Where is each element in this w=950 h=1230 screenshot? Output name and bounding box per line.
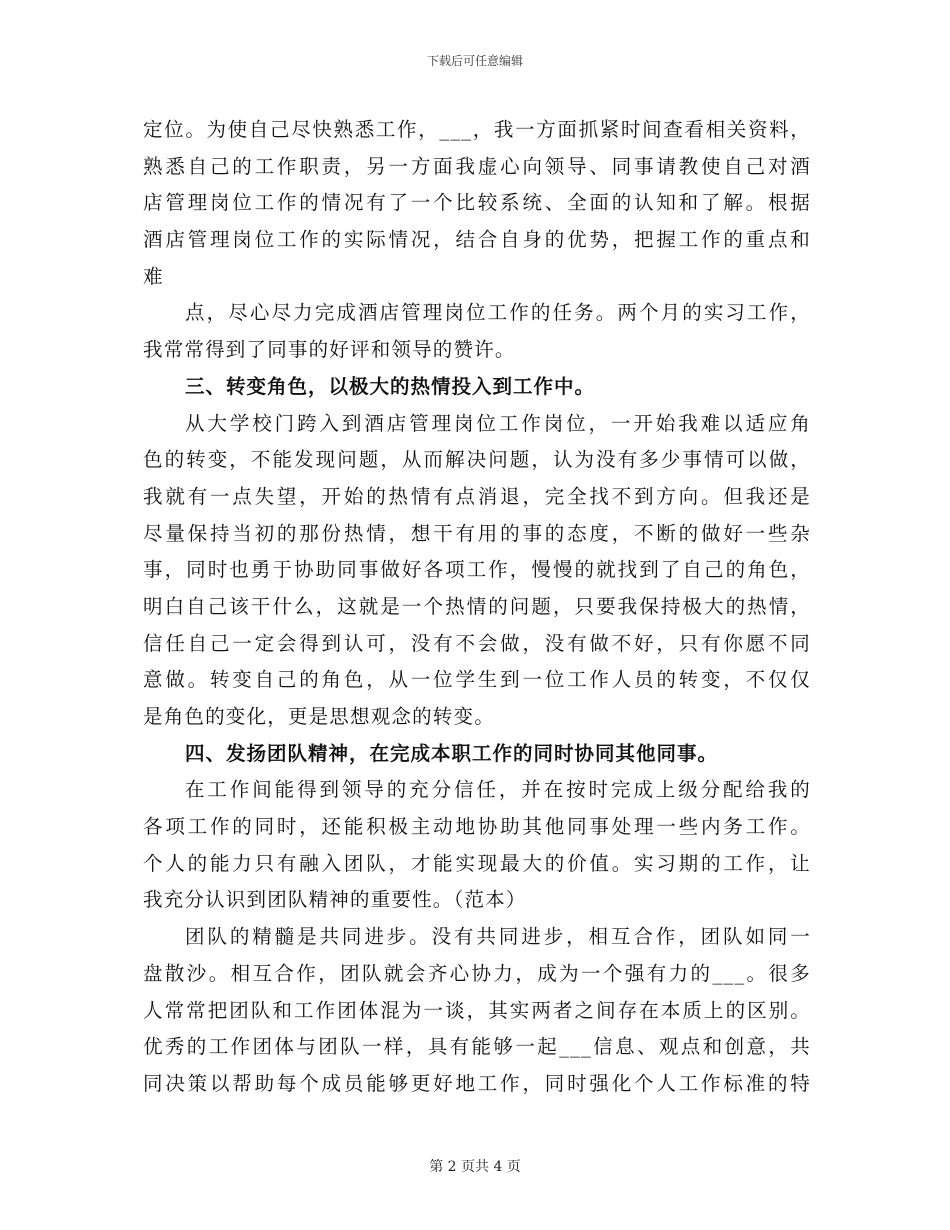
text-line: 明白自己该干什么，这就是一个热情的问题，只要我保持极大的热情， (143, 594, 811, 618)
text-line: 我充分认识到团队精神的重要性。（范本） (143, 888, 527, 912)
paragraph-first-line: 从大学校门跨入到酒店管理岗位工作岗位，一开始我难以适应角 (185, 411, 811, 435)
text-line: 事，同时也勇于协助同事做好各项工作，慢慢的就找到了自己的角色， (143, 558, 811, 582)
text-line: 是角色的变化，更是思想观念的转变。 (143, 705, 495, 728)
section-heading-4: 四、发扬团队精神，在完成本职工作的同时协同其他同事。 (185, 741, 719, 765)
text-line: 色的转变，不能发现问题，从而解决问题，认为没有多少事情可以做， (143, 448, 811, 472)
text-line: 意做。转变自己的角色，从一位学生到一位工作人员的转变，不仅仅 (143, 668, 811, 692)
text-line: 优秀的工作团体与团队一样，具有能够一起___信息、观点和创意，共 (143, 1035, 811, 1059)
text-line: 个人的能力只有融入团队，才能实现最大的价值。实习期的工作，让 (143, 851, 811, 875)
paragraph-first-line: 点，尽心尽力完成酒店管理岗位工作的任务。两个月的实习工作， (185, 301, 811, 325)
text-line: 盘散沙。相互合作，团队就会齐心协力，成为一个强有力的___。很多 (143, 961, 811, 985)
text-line: 难 (143, 264, 164, 288)
text-line: 人常常把团队和工作团体混为一谈，其实两者之间存在本质上的区别。 (143, 998, 811, 1022)
text-line: 同决策以帮助每个成员能够更好地工作，同时强化个人工作标准的特 (143, 1071, 811, 1095)
page-number: 第 2 页共 4 页 (429, 1159, 521, 1175)
text-line: 定位。为使自己尽快熟悉工作，___，我一方面抓紧时间查看相关资料， (143, 118, 811, 141)
paragraph-first-line: 团队的精髓是共同进步。没有共同进步，相互合作，团队如同一 (185, 925, 811, 949)
text-line: 酒店管理岗位工作的实际情况，结合自身的优势，把握工作的重点和 (143, 228, 811, 252)
text-line: 尽量保持当初的那份热情，想干有用的事的态度，不断的做好一些杂 (143, 521, 811, 545)
document-body (143, 112, 811, 1103)
text-line: 我就有一点失望，开始的热情有点消退，完全找不到方向。但我还是 (143, 484, 811, 508)
text-line: 信任自己一定会得到认可，没有不会做，没有做不好，只有你愿不同 (143, 631, 811, 655)
text-line: 熟悉自己的工作职责，另一方面我虚心向领导、同事请教使自己对酒 (143, 154, 811, 178)
text-line: 店管理岗位工作的情况有了一个比较系统、全面的认知和了解。根据 (143, 191, 811, 215)
text-line: 我常常得到了同事的好评和领导的赞许。 (143, 338, 516, 362)
section-heading-3: 三、转变角色，以极大的热情投入到工作中。 (185, 374, 596, 398)
paragraph-first-line: 在工作间能得到领导的充分信任，并在按时完成上级分配给我的 (185, 778, 811, 802)
text-line: 各项工作的同时，还能积极主动地协助其他同事处理一些内务工作。 (143, 815, 811, 839)
page-header: 下载后可任意编辑 (426, 54, 523, 68)
